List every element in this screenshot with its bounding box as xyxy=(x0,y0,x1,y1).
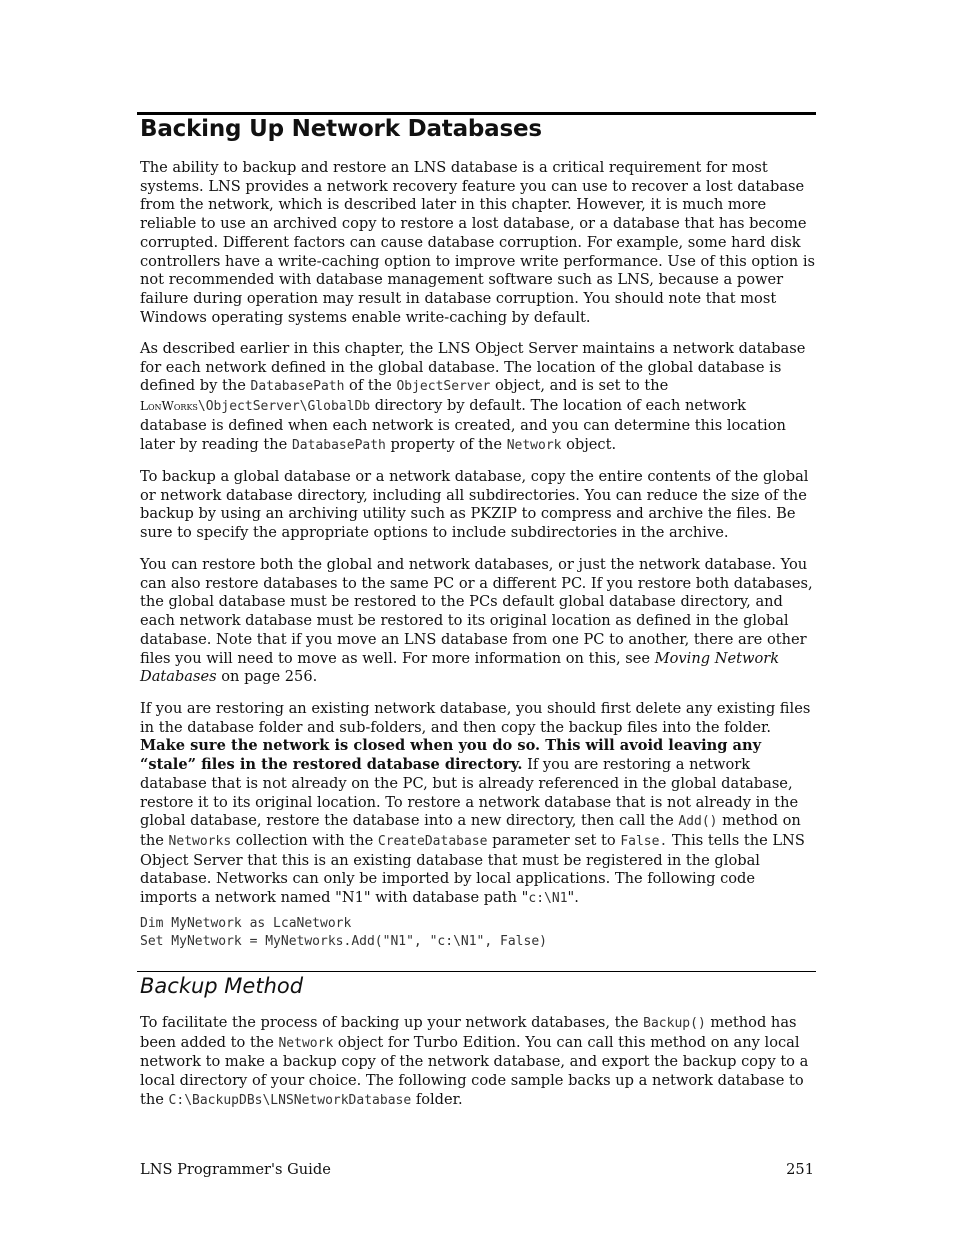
paragraph-4 xyxy=(140,556,816,687)
p2-text-1: As described earlier in this chapter, the LNS Object Server maintains a network database for each network defined in the global database. The location of the global database is defined by the xyxy=(140,340,806,395)
p2-text-6: object. xyxy=(561,435,617,453)
code-databasepath-2: DatabasePath xyxy=(291,437,386,453)
moving-network-databases-ref: Moving Network Databases xyxy=(140,649,780,686)
p5-text-7: ". xyxy=(567,889,579,907)
code-databasepath: DatabasePath xyxy=(250,379,345,395)
p5-text-3: method on the xyxy=(140,812,801,849)
code-objectserver: ObjectServer xyxy=(396,379,491,395)
paragraph-2 xyxy=(140,340,816,455)
p2-text-3: object, and is set to the xyxy=(490,377,669,395)
code-networks: Networks xyxy=(168,833,232,849)
p5-text-5: parameter set to xyxy=(487,831,621,849)
p5-text-6: This tells the LNS Object Server that this is an existing database that must be registered in the global database. Networks can only be imported by local applications. The following code imports a network named "N1" with database path " xyxy=(140,831,805,907)
p6-text-2: method has been added to the xyxy=(140,1014,797,1051)
code-false: False. xyxy=(620,833,668,849)
code-backup: Backup() xyxy=(643,1016,706,1031)
subsection-heading: Backup Method xyxy=(140,974,304,998)
section-heading: Backing Up Network Databases xyxy=(140,116,542,142)
p6-text-1: To facilitate the process of backing up your network databases, the xyxy=(140,1014,644,1031)
code-sample: Dim MyNetwork as LcaNetwork Set MyNetwork = MyNetworks.Add("N1", "c:\N1", False) xyxy=(140,916,547,949)
paragraph-3-text: To backup a global database or a network database, copy the entire contents of the global or network database directory, including all subdirectories. You can reduce the size of the backup by using an archiving utility such as PKZIP to compress and archive the files. Be sure to specify the appropriate options to include subdirectories in the archive. xyxy=(140,468,809,542)
p5-text-4: collection with the xyxy=(231,831,378,849)
p6-text-4: folder. xyxy=(411,1090,463,1108)
p5-bold-warning: Make sure the network is closed when you do so. This will avoid leaving any “stale” files in the restored database directory. xyxy=(140,737,762,774)
footer-title: LNS Programmer's Guide xyxy=(140,1161,331,1178)
code-backup-path: C:\BackupDBs\LNSNetworkDatabase xyxy=(168,1092,412,1108)
heading-rule xyxy=(137,112,816,115)
paragraph-1-text: The ability to backup and restore an LNS database is a critical requirement for most systems. LNS provides a network recovery feature you can use to recover a lost database from the network, which is described later in this chapter. However, it is much more reliable to use an archived copy to restore a lost database, or a database that has become corrupted. Different factors can cause database corruption. For example, some hard disk controllers have a write-caching option to improve write performance. Use of this option is not recommended with database management software such as LNS, because a power failure during operation may result in database corruption. You should note that most Windows operating systems enable write-caching by default. xyxy=(140,159,815,326)
code-network: Network xyxy=(506,437,562,453)
code-add: Add() xyxy=(678,814,718,830)
subheading-rule xyxy=(137,971,816,972)
p2-text-2: of the xyxy=(344,377,397,395)
p4-text-2: on page 256. xyxy=(216,668,318,686)
lonworks-smallcaps: LonWorks xyxy=(140,399,198,414)
p5-text-2: If you are restoring a network database that is not already on the PC, but is already referenced in the global database, restore it to its original location. To restore a network database that is not already in the global database, restore the database into a new directory, then call the xyxy=(140,756,799,830)
paragraph-1 xyxy=(140,159,816,327)
paragraph-3 xyxy=(140,468,816,543)
paragraph-5 xyxy=(140,700,816,909)
p5-text-1: If you are restoring an existing network database, you should first delete any existing files in the database folder and sub-folders, and then copy the backup files into the folder. xyxy=(140,700,811,736)
code-createdatabase: CreateDatabase xyxy=(377,833,488,849)
code-globaldb-path: \ObjectServer\GlobalDb xyxy=(197,399,371,415)
p2-text-4: directory by default. The location of each network database is defined when each network is created, and you can determine this location later by reading the xyxy=(140,397,786,453)
code-path-n1: c:\N1 xyxy=(528,891,568,907)
p4-text-1: You can restore both the global and network databases, or just the network database. You can also restore databases to the same PC or a different PC. If you restore both databases, the global database must be restored to the PCs default global database directory, and each network database must be restored to its original location as defined in the global database. Note that if you move an LNS database from one PC to another, there are other files you will need to move as well. For more information on this, see xyxy=(140,556,813,667)
page-number: 251 xyxy=(786,1161,814,1178)
p2-text-5: property of the xyxy=(385,435,507,453)
code-network-2: Network xyxy=(278,1035,334,1051)
paragraph-6 xyxy=(140,1014,816,1111)
p6-text-3: object for Turbo Edition. You can call this method on any local network to make a backup copy of the network database, and export the backup copy to a local directory of your choice. The following code sample backs up a network database to the xyxy=(140,1033,809,1108)
